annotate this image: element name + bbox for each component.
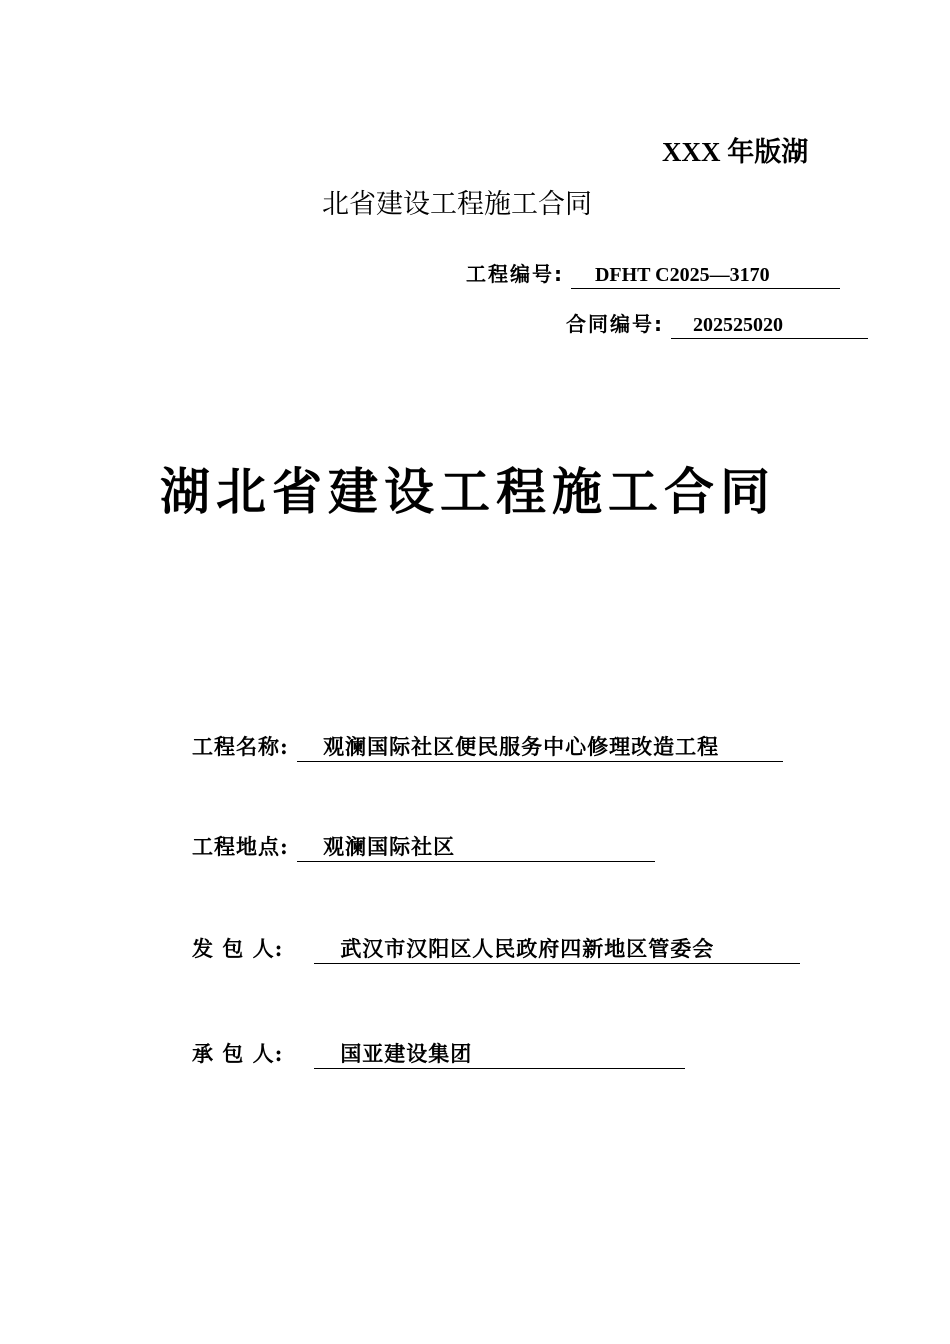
project-site-row xyxy=(192,831,655,862)
project-name-value: 观澜国际社区便民服务中心修理改造工程 xyxy=(297,733,783,762)
project-code-row xyxy=(466,258,840,289)
document-title: 湖北省建设工程施工合同 xyxy=(160,462,776,521)
contractor-value: 国亚建设集团 xyxy=(314,1040,685,1069)
employer-label: 发 包 人: xyxy=(192,936,284,961)
contract-code-value: 202525020 xyxy=(671,312,868,339)
project-name-label: 工程名称: xyxy=(192,734,289,759)
employer-value: 武汉市汉阳区人民政府四新地区管委会 xyxy=(314,935,800,964)
project-code-label: 工程编号: xyxy=(466,262,564,286)
edition-heading-line2: 北省建设工程施工合同 xyxy=(322,189,592,220)
employer-row xyxy=(192,933,800,964)
contract-code-row xyxy=(566,308,868,339)
project-site-value: 观澜国际社区 xyxy=(297,833,655,862)
contract-code-label: 合同编号: xyxy=(566,312,664,336)
project-name-row xyxy=(192,731,783,762)
contractor-label: 承 包 人: xyxy=(192,1041,284,1066)
contractor-row xyxy=(192,1038,685,1069)
project-code-value: DFHT C2025—3170 xyxy=(571,262,840,289)
project-site-label: 工程地点: xyxy=(192,834,289,859)
edition-heading-line1: XXX 年版湖 xyxy=(662,137,809,167)
